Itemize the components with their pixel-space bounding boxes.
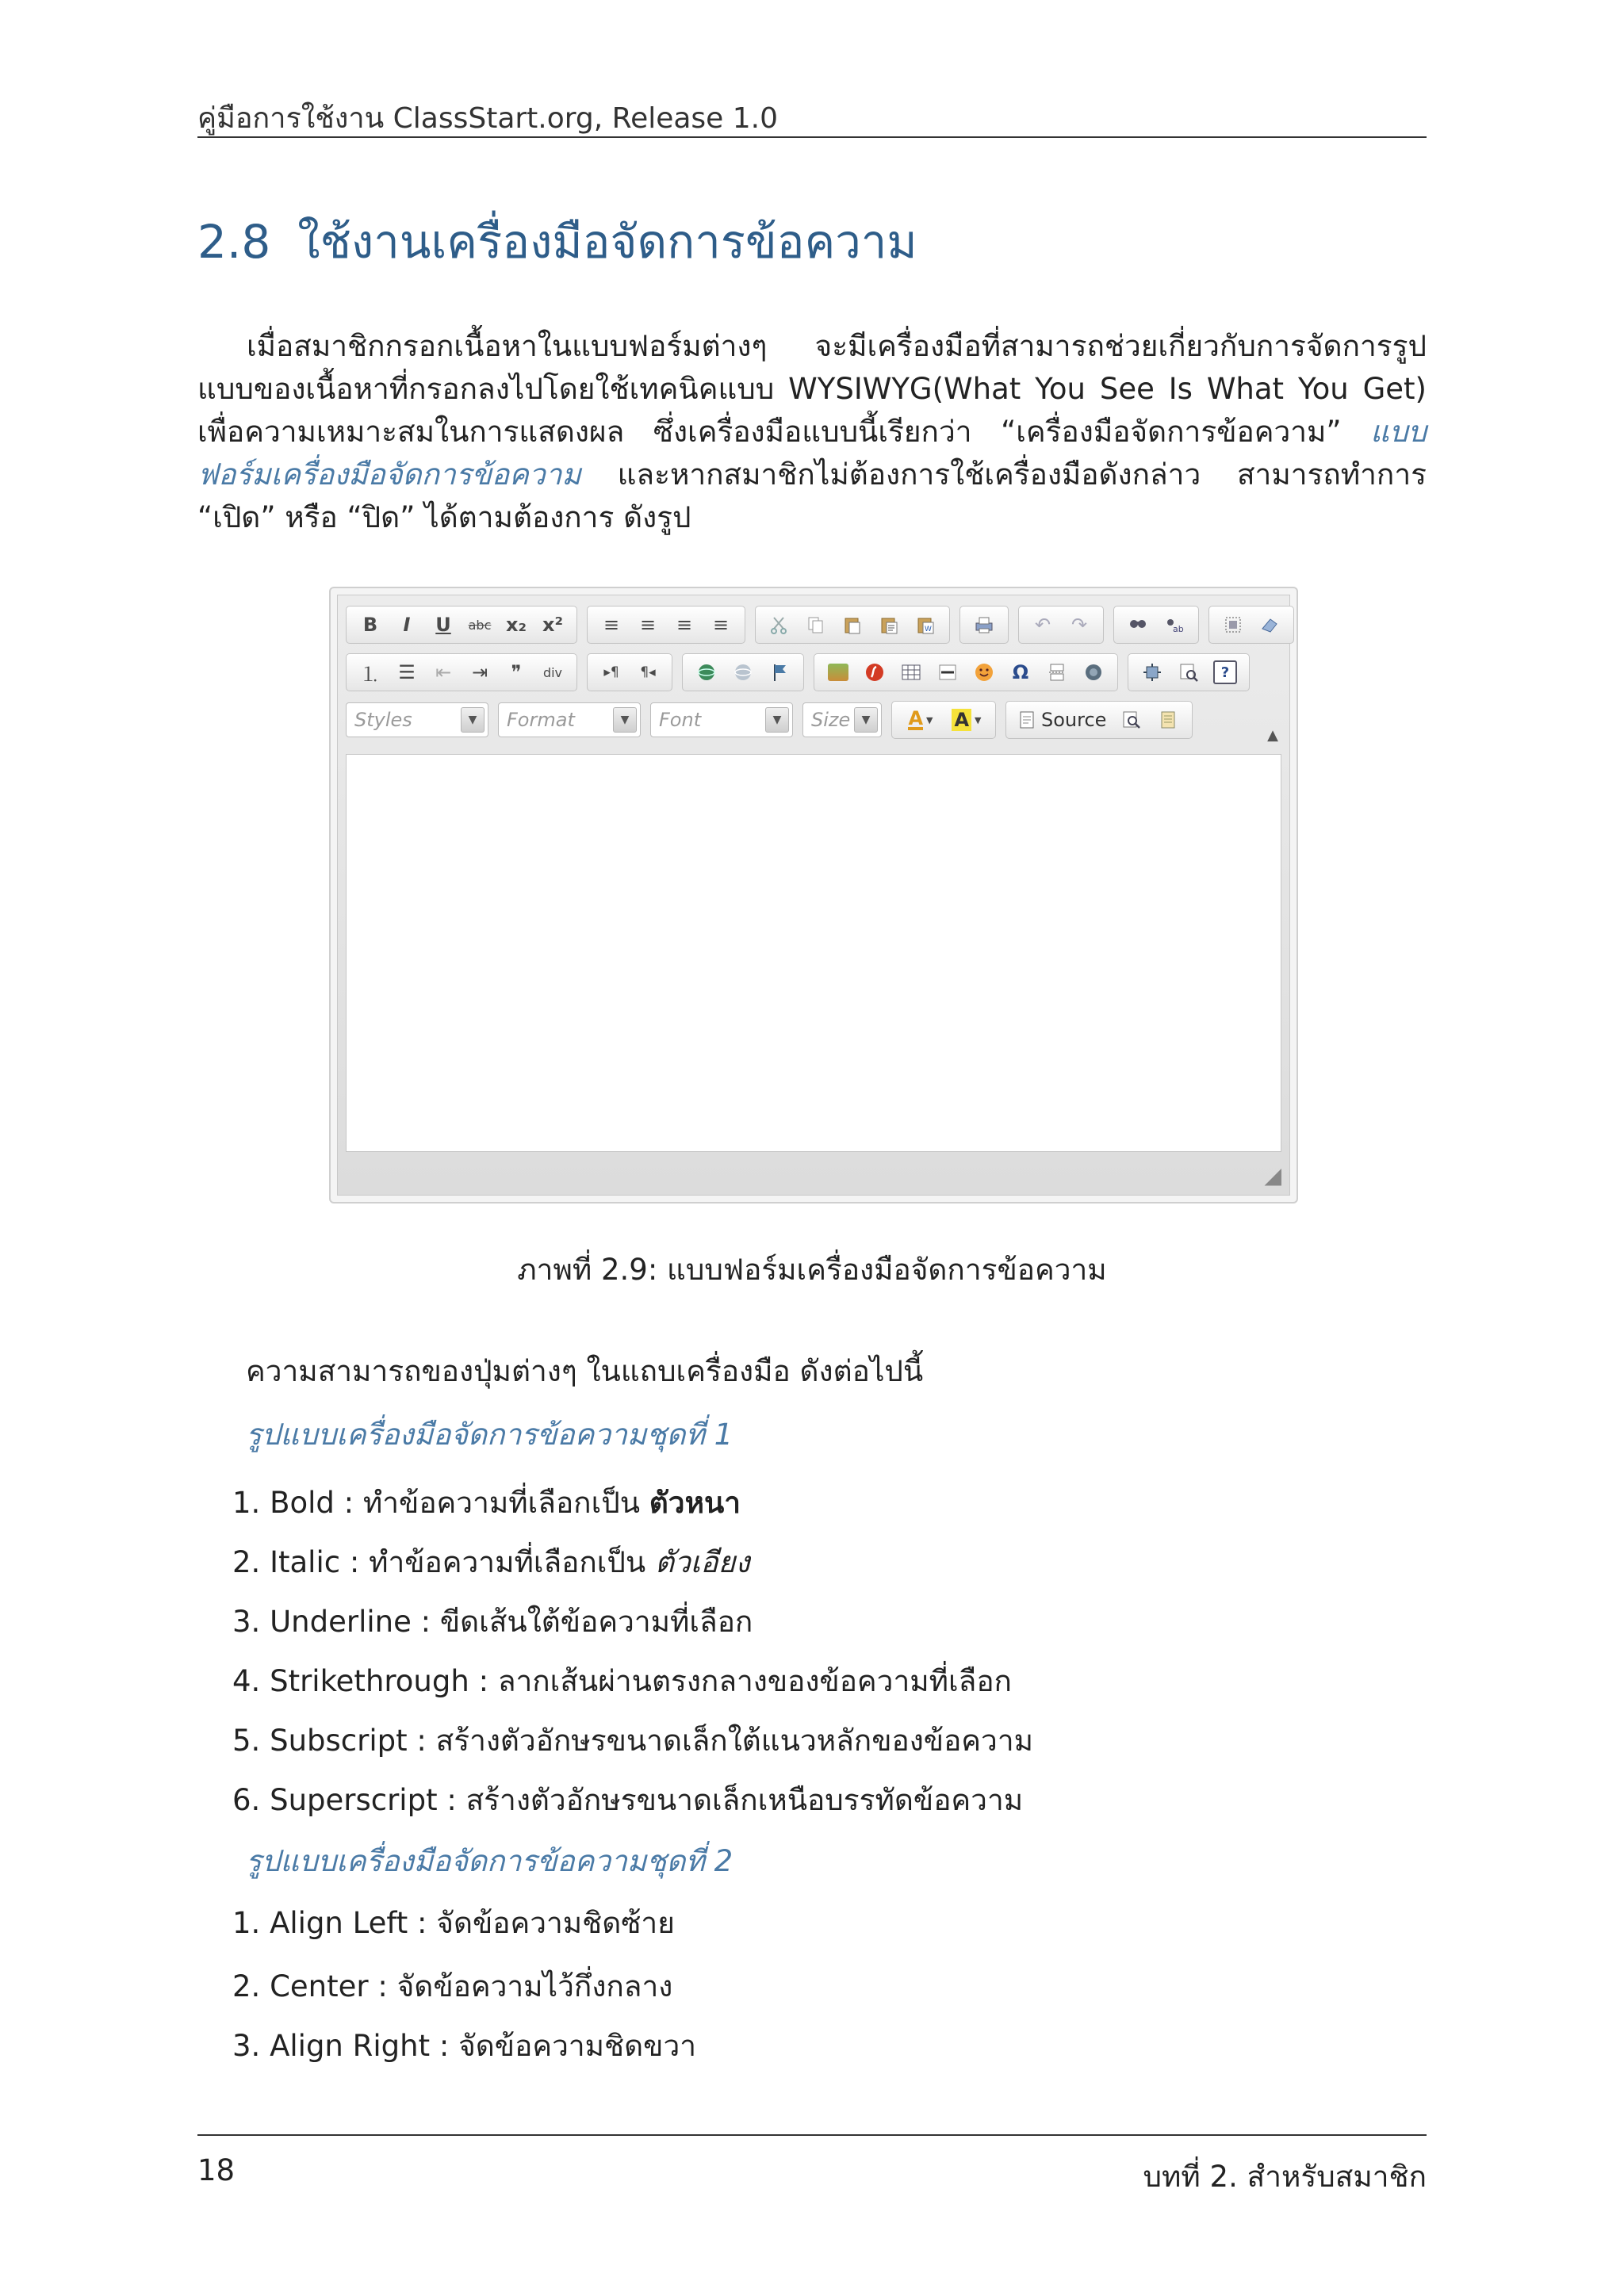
cut-icon[interactable] <box>762 609 797 641</box>
source-label: Source <box>1041 709 1107 731</box>
format-dropdown[interactable] <box>498 702 641 737</box>
chevron-down-icon: ▼ <box>926 714 933 725</box>
figure-reference-link[interactable]: แบบฟอร์มเครื่องมือจัดการข้อความ <box>197 415 1427 492</box>
toolbar-row-1 <box>346 605 1294 645</box>
ltr-button[interactable]: ▸¶ <box>603 664 619 680</box>
chevron-down-icon: ▼ <box>975 714 982 725</box>
item-name: Italic <box>270 1545 341 1579</box>
image-icon[interactable] <box>821 656 856 688</box>
list-item: 1. Align Left : จัดข้อความชิดซ้าย <box>232 1906 675 1940</box>
item-description: ลากเส้นผ่านตรงกลางของข้อความที่เลือก <box>497 1664 1012 1698</box>
item-number: 3. <box>232 2029 261 2063</box>
rtl-button[interactable]: ¶◂ <box>640 664 656 680</box>
div-container-button[interactable]: div <box>542 664 563 680</box>
maximize-icon[interactable] <box>1135 656 1170 688</box>
item-number: 3. <box>232 1605 261 1639</box>
item-name: Align Right <box>270 2029 431 2063</box>
item-number: 1. <box>232 1486 261 1520</box>
redo-button[interactable]: ↷ <box>1071 614 1088 636</box>
print-group <box>959 606 1009 644</box>
select-all-icon[interactable] <box>1216 609 1251 641</box>
item-number: 2. <box>232 1545 261 1579</box>
document-icon <box>1019 710 1035 729</box>
print-icon[interactable] <box>967 609 1002 641</box>
superscript-button[interactable]: x² <box>542 614 563 636</box>
group-1-heading: รูปแบบเครื่องมือจัดการข้อความชุดที่ 1 <box>246 1418 733 1452</box>
size-label: Size <box>811 709 851 731</box>
list-item: 2. Italic : ทำข้อความที่เลือกเป็น ตัวเอียง <box>232 1545 750 1579</box>
svg-text:W: W <box>925 626 932 633</box>
item-description: สร้างตัวอักษรขนาดเล็กใต้แนวหลักของข้อความ <box>435 1724 1033 1758</box>
section-number: 2.8 <box>197 215 271 269</box>
item-number: 4. <box>232 1664 261 1698</box>
item-description: ขีดเส้นใต้ข้อความที่เลือก <box>439 1605 753 1639</box>
chevron-down-icon: ▼ <box>854 707 878 733</box>
bulleted-list-button[interactable]: ☰ <box>398 661 416 683</box>
remove-format-icon[interactable] <box>1252 609 1287 641</box>
item-description: ทำข้อความที่เลือกเป็น <box>369 1545 646 1579</box>
intro-text-1: เมื่อสมาชิกกรอกเนื้อหาในแบบฟอร์มต่างๆ จะมีเครื่องมือที่สามารถช่วยเกี่ยวกับการจัดการรูปแบบของเนื้อหาที่กรอกลงไปโดยใช้เทคนิคแบบ WYSIWYG(What You See Is What You Get) เพื่อความเหมาะสมในการแสดงผล ซึ่งเครื่องมือแบบนี้เรียกว่า “เครื่องมือจัดการข้อความ” <box>197 329 1427 449</box>
help-icon[interactable] <box>1208 656 1243 688</box>
item-number: 6. <box>232 1783 261 1817</box>
italic-button[interactable]: I <box>403 614 411 636</box>
basic-styles-group <box>346 606 577 644</box>
item-name: Center <box>270 1969 369 2003</box>
item-emphasis: ตัวเอียง <box>654 1545 750 1579</box>
horizontal-rule-icon[interactable] <box>930 656 965 688</box>
link-icon[interactable] <box>689 656 724 688</box>
list-item: 5. Subscript : สร้างตัวอักษรขนาดเล็กใต้แนวหลักของข้อความ <box>232 1724 1033 1758</box>
anchor-icon[interactable] <box>762 656 797 688</box>
align-center-button[interactable]: ≡ <box>639 614 657 636</box>
clipboard-group <box>755 606 950 644</box>
color-group <box>891 701 996 739</box>
figure-caption: ภาพที่ 2.9: แบบฟอร์มเครื่องมือจัดการข้อความ <box>517 1253 1107 1287</box>
chevron-down-icon: ▼ <box>765 707 789 733</box>
item-description: สร้างตัวอักษรขนาดเล็กเหนือบรรทัดข้อความ <box>465 1783 1024 1817</box>
smiley-icon[interactable] <box>967 656 1002 688</box>
numbered-list-button[interactable]: ⒈ <box>361 663 380 686</box>
document-group <box>1005 701 1193 739</box>
item-description: จัดข้อความชิดขวา <box>458 2029 696 2063</box>
page-number: 18 <box>197 2153 236 2187</box>
item-number: 5. <box>232 1724 261 1758</box>
history-group <box>1018 606 1104 644</box>
underline-button[interactable]: U <box>435 614 451 636</box>
find-icon[interactable] <box>1120 609 1155 641</box>
templates-icon[interactable] <box>1151 704 1185 736</box>
flash-icon[interactable] <box>857 656 892 688</box>
item-name: Subscript <box>270 1724 408 1758</box>
subscript-button[interactable]: x₂ <box>506 614 527 636</box>
editor-content-area[interactable] <box>346 754 1281 1152</box>
toolbar-row-3 <box>346 700 1193 740</box>
unlink-icon[interactable] <box>726 656 760 688</box>
link-group <box>682 653 804 691</box>
format-label: Format <box>507 709 575 731</box>
collapse-toolbar-icon[interactable]: ▲ <box>1267 727 1278 744</box>
list-item: 1. Bold : ทำข้อความที่เลือกเป็น ตัวหนา <box>232 1486 741 1520</box>
toolbar-row-2 <box>346 652 1250 692</box>
resize-grip-icon[interactable]: ◢ <box>1264 1162 1281 1188</box>
item-number: 2. <box>232 1969 261 2003</box>
misc-group <box>1128 653 1250 691</box>
font-dropdown[interactable] <box>650 702 793 737</box>
intro-text-2: และหากสมาชิกไม่ต้องการใช้เครื่องมือดังกล่าว สามารถทำการ “เปิด” หรือ “ปิด” ได้ตามต้องการ ดังรูป <box>197 457 1427 534</box>
list-item: 2. Center : จัดข้อความไว้กึ่งกลาง <box>232 1969 673 2003</box>
source-button[interactable] <box>1013 704 1113 736</box>
outdent-button[interactable]: ⇤ <box>435 661 452 683</box>
list-group <box>346 653 577 691</box>
copy-icon[interactable] <box>799 609 833 641</box>
undo-button[interactable]: ↶ <box>1034 614 1051 636</box>
replace-icon[interactable] <box>1157 609 1192 641</box>
running-header: คู่มือการใช้งาน ClassStart.org, Release 1.0 <box>197 102 779 135</box>
iframe-icon[interactable] <box>1076 656 1111 688</box>
preview-icon[interactable] <box>1114 704 1149 736</box>
styles-label: Styles <box>354 709 412 731</box>
intro-paragraph <box>197 325 1427 539</box>
indent-button[interactable]: ⇥ <box>471 661 488 683</box>
section-heading <box>197 205 917 278</box>
chapter-footer: บทที่ 2. สำหรับสมาชิก <box>1143 2160 1427 2194</box>
item-description: จัดข้อความไว้กึ่งกลาง <box>396 1969 673 2003</box>
paste-text-icon[interactable] <box>871 609 906 641</box>
list-item: 3. Align Right : จัดข้อความชิดขวา <box>232 2029 696 2063</box>
item-emphasis: ตัวหนา <box>649 1486 741 1520</box>
font-label: Font <box>659 709 702 731</box>
svg-text:ab: ab <box>1173 624 1184 634</box>
tools-group <box>1208 606 1294 644</box>
blockquote-button[interactable]: ❞ <box>511 661 522 683</box>
paste-word-icon[interactable] <box>908 609 943 641</box>
chevron-down-icon: ▼ <box>461 707 485 733</box>
table-icon[interactable] <box>894 656 929 688</box>
chevron-down-icon: ▼ <box>613 707 637 733</box>
strikethrough-button[interactable]: abc <box>468 617 492 633</box>
text-color-button[interactable] <box>898 704 943 736</box>
section-title: ใช้งานเครื่องมือจัดการข้อความ <box>297 215 917 269</box>
item-name: Underline <box>270 1605 412 1639</box>
toolbar-features-intro: ความสามารถของปุ่มต่างๆ ในแถบเครื่องมือ ดังต่อไปนี้ <box>246 1354 924 1388</box>
editor-frame <box>337 595 1290 1196</box>
header-rule <box>197 136 1427 138</box>
item-description: จัดข้อความชิดซ้าย <box>436 1906 675 1940</box>
text-color-glyph: A <box>908 707 924 729</box>
item-number: 1. <box>232 1906 261 1940</box>
find-group <box>1113 606 1199 644</box>
item-description: ทำข้อความที่เลือกเป็น <box>362 1486 641 1520</box>
list-item: 4. Strikethrough : ลากเส้นผ่านตรงกลางของข้อความที่เลือก <box>232 1664 1012 1698</box>
size-dropdown[interactable] <box>802 702 882 737</box>
special-char-icon[interactable]: Ω <box>1012 661 1029 683</box>
item-name: Strikethrough <box>270 1664 469 1698</box>
insert-group <box>814 653 1118 691</box>
styles-dropdown[interactable] <box>346 702 488 737</box>
bg-color-glyph: A <box>952 709 971 731</box>
item-name: Bold <box>270 1486 335 1520</box>
group-2-heading: รูปแบบเครื่องมือจัดการข้อความชุดที่ 2 <box>246 1844 733 1878</box>
show-blocks-icon[interactable] <box>1171 656 1206 688</box>
item-name: Align Left <box>270 1906 408 1940</box>
paste-icon[interactable] <box>835 609 870 641</box>
footer-rule <box>197 2134 1427 2136</box>
rich-text-editor <box>329 587 1298 1203</box>
bold-button[interactable]: B <box>362 614 378 636</box>
page-break-icon[interactable] <box>1040 656 1074 688</box>
list-item: 6. Superscript : สร้างตัวอักษรขนาดเล็กเหนือบรรทัดข้อความ <box>232 1783 1024 1817</box>
alignment-group <box>587 606 745 644</box>
align-justify-button[interactable]: ≡ <box>712 614 730 636</box>
direction-group <box>587 653 672 691</box>
background-color-button[interactable] <box>944 704 989 736</box>
item-name: Superscript <box>270 1783 438 1817</box>
list-item: 3. Underline : ขีดเส้นใต้ข้อความที่เลือก <box>232 1605 753 1639</box>
align-right-button[interactable]: ≡ <box>676 614 693 636</box>
help-glyph: ? <box>1213 660 1237 684</box>
align-left-button[interactable]: ≡ <box>603 614 620 636</box>
